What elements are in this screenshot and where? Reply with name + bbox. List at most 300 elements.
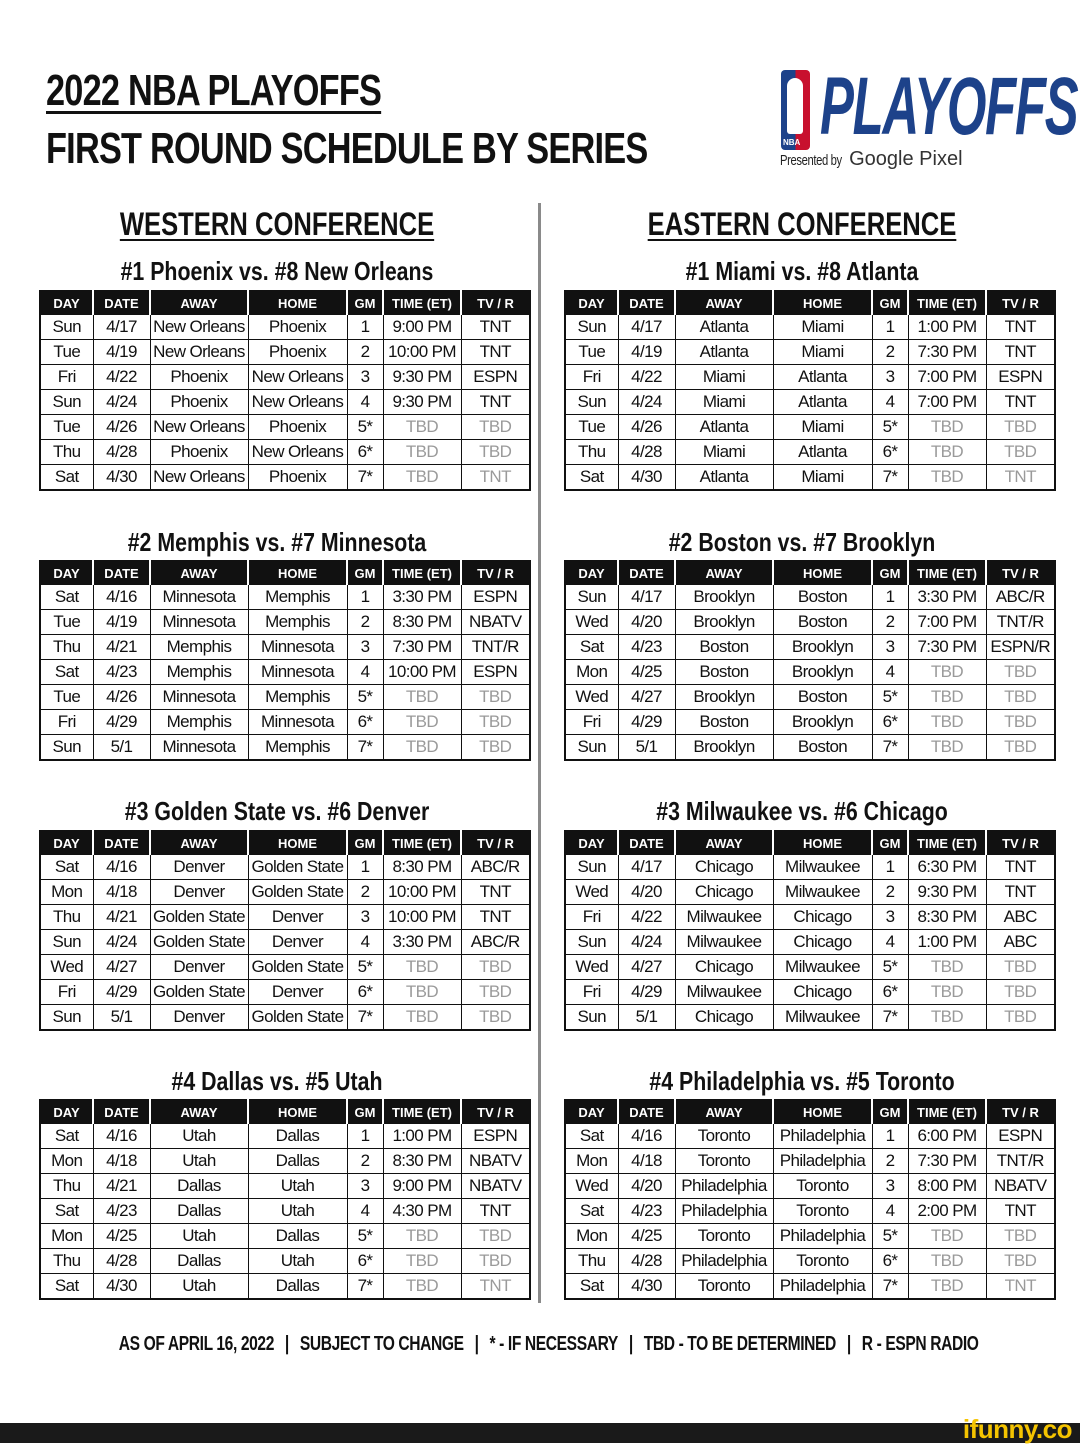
table-header-row: [40, 831, 530, 855]
cell-day: Tue: [40, 340, 93, 365]
table-row: [565, 1124, 1055, 1149]
cell-date: 4/27: [618, 955, 675, 980]
cell-home: Brooklyn: [773, 710, 872, 735]
table-row: [40, 855, 530, 880]
cell-game: 4: [872, 930, 908, 955]
cell-away: New Orleans: [150, 340, 248, 365]
cell-time: 10:00 PM: [383, 880, 461, 905]
cell-day: Tue: [40, 610, 93, 635]
cell-away: Milwaukee: [675, 980, 773, 1005]
cell-tv: TNT: [461, 880, 530, 905]
cell-game: 1: [347, 315, 383, 340]
cell-game: 7*: [347, 465, 383, 491]
series-title: #3 Golden State vs. #6 Denver: [124, 796, 430, 826]
cell-time: 4:30 PM: [383, 1199, 461, 1224]
column-header-away: AWAY: [675, 831, 773, 855]
table-row: [40, 660, 530, 685]
column-header-home: HOME: [773, 291, 872, 315]
column-header-home: HOME: [773, 831, 872, 855]
cell-game: 3: [872, 905, 908, 930]
cell-day: Sat: [40, 1124, 93, 1149]
column-header-date: DATE: [618, 291, 675, 315]
cell-date: 4/21: [93, 1174, 150, 1199]
cell-away: Brooklyn: [675, 585, 773, 610]
table-row: [40, 415, 530, 440]
cell-date: 4/28: [93, 1249, 150, 1274]
column-header-tv: TV / R: [461, 1100, 530, 1124]
column-header-game: GM: [347, 831, 383, 855]
cell-game: 3: [872, 1174, 908, 1199]
cell-day: Fri: [40, 980, 93, 1005]
cell-away: Atlanta: [675, 415, 773, 440]
table-row: [40, 735, 530, 761]
cell-game: 6*: [347, 710, 383, 735]
series-schedule-table: [564, 830, 1056, 1031]
cell-away: Miami: [675, 365, 773, 390]
page-subtitle: FIRST ROUND SCHEDULE BY SERIES: [46, 124, 648, 173]
cell-date: 4/27: [93, 955, 150, 980]
cell-away: Denver: [150, 880, 248, 905]
cell-away: Brooklyn: [675, 735, 773, 761]
cell-away: Atlanta: [675, 340, 773, 365]
cell-time: TBD: [908, 465, 986, 491]
cell-tv: TBD: [986, 735, 1055, 761]
cell-time: 1:00 PM: [908, 315, 986, 340]
cell-home: Denver: [248, 980, 347, 1005]
table-row: [40, 315, 530, 340]
column-header-day: DAY: [565, 1100, 618, 1124]
cell-date: 4/21: [93, 905, 150, 930]
cell-home: Utah: [248, 1249, 347, 1274]
series-title: #1 Miami vs. #8 Atlanta: [685, 256, 919, 286]
cell-day: Fri: [565, 905, 618, 930]
cell-game: 7*: [347, 1274, 383, 1300]
cell-date: 5/1: [93, 1005, 150, 1031]
cell-day: Tue: [40, 685, 93, 710]
cell-game: 2: [872, 1149, 908, 1174]
cell-away: Memphis: [150, 635, 248, 660]
column-header-day: DAY: [565, 831, 618, 855]
cell-game: 2: [347, 880, 383, 905]
cell-time: 10:00 PM: [383, 340, 461, 365]
cell-day: Sat: [40, 585, 93, 610]
cell-day: Thu: [40, 635, 93, 660]
cell-time: 3:30 PM: [908, 585, 986, 610]
cell-day: Sun: [565, 1005, 618, 1031]
column-header-time: TIME (ET): [908, 291, 986, 315]
cell-time: 7:00 PM: [908, 610, 986, 635]
cell-time: 10:00 PM: [383, 660, 461, 685]
cell-tv: TNT: [986, 465, 1055, 491]
footer-subject-to-change: SUBJECT TO CHANGE: [299, 1333, 464, 1355]
cell-away: Boston: [675, 635, 773, 660]
cell-date: 4/23: [93, 1199, 150, 1224]
cell-away: Atlanta: [675, 465, 773, 491]
cell-home: Phoenix: [248, 315, 347, 340]
cell-game: 3: [872, 365, 908, 390]
series-schedule-table: [39, 290, 531, 491]
cell-away: Brooklyn: [675, 685, 773, 710]
cell-date: 4/23: [93, 660, 150, 685]
table-row: [40, 1224, 530, 1249]
nba-logo-icon: NBA: [781, 70, 810, 150]
series-schedule-table: [564, 290, 1056, 491]
cell-date: 4/26: [93, 415, 150, 440]
cell-away: New Orleans: [150, 465, 248, 491]
table-row: [565, 1249, 1055, 1274]
cell-home: Dallas: [248, 1149, 347, 1174]
cell-day: Thu: [565, 1249, 618, 1274]
cell-day: Sun: [565, 585, 618, 610]
table-row: [565, 315, 1055, 340]
series-title: #1 Phoenix vs. #8 New Orleans: [120, 256, 434, 286]
cell-day: Mon: [40, 880, 93, 905]
table-row: [565, 340, 1055, 365]
table-header-row: [565, 1100, 1055, 1124]
cell-away: Philadelphia: [675, 1249, 773, 1274]
cell-date: 4/17: [618, 315, 675, 340]
cell-day: Sat: [40, 1199, 93, 1224]
table-row: [40, 390, 530, 415]
cell-time: TBD: [908, 685, 986, 710]
cell-home: Toronto: [773, 1199, 872, 1224]
cell-date: 4/22: [618, 365, 675, 390]
cell-tv: ABC/R: [461, 855, 530, 880]
cell-home: Memphis: [248, 685, 347, 710]
cell-time: 3:30 PM: [383, 585, 461, 610]
cell-day: Sat: [565, 635, 618, 660]
cell-day: Sun: [40, 930, 93, 955]
cell-time: TBD: [908, 1005, 986, 1031]
cell-tv: TBD: [986, 980, 1055, 1005]
cell-home: Milwaukee: [773, 1005, 872, 1031]
cell-game: 5*: [347, 1224, 383, 1249]
cell-date: 4/19: [618, 340, 675, 365]
table-row: [565, 660, 1055, 685]
series-schedule-table: [39, 560, 531, 761]
cell-game: 6*: [872, 1249, 908, 1274]
cell-home: Golden State: [248, 955, 347, 980]
cell-game: 7*: [872, 1005, 908, 1031]
cell-date: 4/28: [618, 440, 675, 465]
column-header-date: DATE: [93, 1100, 150, 1124]
footer-espn-radio: R - ESPN RADIO: [861, 1333, 979, 1355]
table-row: [565, 1199, 1055, 1224]
column-header-away: AWAY: [150, 561, 248, 585]
cell-tv: TNT: [986, 855, 1055, 880]
cell-date: 4/29: [93, 980, 150, 1005]
table-row: [40, 1274, 530, 1300]
cell-home: Atlanta: [773, 365, 872, 390]
cell-game: 1: [347, 855, 383, 880]
cell-home: Milwaukee: [773, 855, 872, 880]
cell-day: Wed: [565, 880, 618, 905]
table-row: [565, 1005, 1055, 1031]
column-header-time: TIME (ET): [383, 291, 461, 315]
cell-game: 7*: [872, 1274, 908, 1300]
cell-day: Sat: [565, 1124, 618, 1149]
cell-tv: TNT: [986, 1274, 1055, 1300]
cell-tv: ESPN: [461, 1124, 530, 1149]
cell-tv: ABC: [986, 905, 1055, 930]
cell-away: New Orleans: [150, 415, 248, 440]
cell-game: 6*: [347, 440, 383, 465]
column-header-time: TIME (ET): [908, 561, 986, 585]
cell-game: 3: [347, 635, 383, 660]
cell-day: Sun: [40, 735, 93, 761]
cell-tv: ESPN: [461, 585, 530, 610]
column-header-time: TIME (ET): [383, 1100, 461, 1124]
cell-date: 5/1: [618, 735, 675, 761]
cell-away: Chicago: [675, 955, 773, 980]
cell-time: TBD: [383, 465, 461, 491]
column-header-home: HOME: [248, 831, 347, 855]
column-header-time: TIME (ET): [908, 1100, 986, 1124]
cell-away: Chicago: [675, 1005, 773, 1031]
cell-time: 9:30 PM: [383, 390, 461, 415]
cell-home: Phoenix: [248, 415, 347, 440]
cell-game: 7*: [872, 735, 908, 761]
table-row: [40, 1249, 530, 1274]
cell-time: TBD: [908, 735, 986, 761]
cell-tv: ESPN/R: [986, 635, 1055, 660]
cell-home: Phoenix: [248, 465, 347, 491]
cell-date: 4/30: [93, 465, 150, 491]
cell-day: Sun: [40, 1005, 93, 1031]
cell-date: 4/23: [618, 1199, 675, 1224]
cell-home: New Orleans: [248, 365, 347, 390]
cell-away: Boston: [675, 660, 773, 685]
cell-home: Chicago: [773, 905, 872, 930]
footer-tbd: TBD - TO BE DETERMINED: [643, 1333, 836, 1355]
cell-game: 6*: [347, 980, 383, 1005]
cell-tv: TBD: [986, 415, 1055, 440]
cell-away: Boston: [675, 710, 773, 735]
cell-tv: NBATV: [986, 1174, 1055, 1199]
cell-game: 3: [872, 635, 908, 660]
cell-day: Fri: [40, 710, 93, 735]
cell-tv: TNT: [986, 880, 1055, 905]
column-header-tv: TV / R: [461, 291, 530, 315]
table-row: [40, 930, 530, 955]
cell-day: Sun: [565, 390, 618, 415]
cell-game: 1: [872, 1124, 908, 1149]
cell-time: 9:30 PM: [383, 365, 461, 390]
column-header-tv: TV / R: [986, 561, 1055, 585]
column-header-home: HOME: [248, 291, 347, 315]
cell-time: TBD: [908, 660, 986, 685]
cell-home: Utah: [248, 1174, 347, 1199]
cell-date: 4/16: [93, 585, 150, 610]
cell-tv: TBD: [461, 685, 530, 710]
cell-tv: TBD: [461, 415, 530, 440]
cell-tv: TNT: [986, 315, 1055, 340]
cell-date: 4/28: [93, 440, 150, 465]
table-row: [565, 440, 1055, 465]
column-header-game: GM: [347, 1100, 383, 1124]
eastern-conference-heading: EASTERN CONFERENCE: [647, 206, 957, 242]
cell-time: TBD: [383, 440, 461, 465]
table-row: [40, 585, 530, 610]
table-row: [40, 1124, 530, 1149]
cell-home: Utah: [248, 1199, 347, 1224]
table-row: [565, 585, 1055, 610]
cell-date: 4/16: [93, 855, 150, 880]
cell-game: 2: [347, 340, 383, 365]
footer-as-of: AS OF APRIL 16, 2022: [118, 1333, 275, 1355]
cell-home: Chicago: [773, 980, 872, 1005]
table-row: [40, 1174, 530, 1199]
cell-date: 4/20: [618, 1174, 675, 1199]
cell-time: 7:00 PM: [908, 365, 986, 390]
cell-home: Memphis: [248, 585, 347, 610]
cell-game: 1: [872, 585, 908, 610]
cell-game: 2: [872, 880, 908, 905]
cell-date: 4/26: [618, 415, 675, 440]
cell-game: 4: [347, 1199, 383, 1224]
cell-day: Sat: [40, 855, 93, 880]
cell-time: TBD: [383, 1224, 461, 1249]
cell-time: 3:30 PM: [383, 930, 461, 955]
cell-home: Atlanta: [773, 390, 872, 415]
cell-time: 7:30 PM: [908, 340, 986, 365]
cell-away: Golden State: [150, 930, 248, 955]
table-row: [565, 1174, 1055, 1199]
cell-day: Wed: [40, 955, 93, 980]
column-header-game: GM: [872, 561, 908, 585]
cell-tv: TNT: [461, 315, 530, 340]
cell-date: 4/25: [93, 1224, 150, 1249]
cell-home: Milwaukee: [773, 955, 872, 980]
cell-day: Sun: [565, 735, 618, 761]
table-row: [40, 880, 530, 905]
table-row: [40, 465, 530, 491]
cell-day: Tue: [565, 340, 618, 365]
cell-game: 5*: [347, 685, 383, 710]
cell-game: 4: [347, 930, 383, 955]
cell-date: 4/24: [618, 930, 675, 955]
table-row: [40, 610, 530, 635]
cell-tv: ABC: [986, 930, 1055, 955]
cell-game: 4: [347, 390, 383, 415]
cell-time: TBD: [908, 1249, 986, 1274]
cell-home: Dallas: [248, 1274, 347, 1300]
cell-date: 4/22: [618, 905, 675, 930]
table-row: [565, 390, 1055, 415]
cell-tv: TNT/R: [986, 1149, 1055, 1174]
table-row: [40, 685, 530, 710]
cell-time: 10:00 PM: [383, 905, 461, 930]
table-row: [40, 710, 530, 735]
playoffs-wordmark: PLAYOFFS: [820, 61, 1078, 152]
cell-game: 1: [872, 855, 908, 880]
column-header-away: AWAY: [150, 1100, 248, 1124]
cell-time: TBD: [383, 735, 461, 761]
cell-home: New Orleans: [248, 440, 347, 465]
table-row: [565, 980, 1055, 1005]
cell-tv: TBD: [461, 1249, 530, 1274]
cell-tv: TBD: [986, 685, 1055, 710]
cell-away: Minnesota: [150, 610, 248, 635]
series-schedule-table: [564, 1099, 1056, 1300]
cell-home: Philadelphia: [773, 1124, 872, 1149]
cell-away: Chicago: [675, 855, 773, 880]
column-header-home: HOME: [248, 1100, 347, 1124]
cell-day: Sun: [565, 930, 618, 955]
cell-home: Golden State: [248, 1005, 347, 1031]
cell-game: 2: [347, 610, 383, 635]
table-row: [40, 905, 530, 930]
page-title: 2022 NBA PLAYOFFS: [46, 66, 382, 115]
cell-away: Memphis: [150, 660, 248, 685]
cell-time: TBD: [908, 1224, 986, 1249]
cell-time: TBD: [383, 1005, 461, 1031]
cell-away: Phoenix: [150, 390, 248, 415]
table-header-row: [565, 561, 1055, 585]
cell-day: Wed: [565, 685, 618, 710]
cell-day: Tue: [40, 415, 93, 440]
cell-tv: TNT: [461, 465, 530, 491]
cell-game: 1: [872, 315, 908, 340]
cell-date: 4/30: [93, 1274, 150, 1300]
cell-home: Memphis: [248, 735, 347, 761]
cell-tv: TNT: [461, 1199, 530, 1224]
cell-time: TBD: [908, 1274, 986, 1300]
cell-game: 4: [872, 660, 908, 685]
cell-time: 7:30 PM: [908, 1149, 986, 1174]
cell-tv: TBD: [986, 660, 1055, 685]
cell-away: Milwaukee: [675, 930, 773, 955]
cell-away: Utah: [150, 1224, 248, 1249]
cell-tv: TBD: [461, 1005, 530, 1031]
column-header-home: HOME: [773, 561, 872, 585]
column-header-game: GM: [872, 831, 908, 855]
series-title: #4 Dallas vs. #5 Utah: [171, 1066, 383, 1096]
cell-home: Golden State: [248, 880, 347, 905]
footer-if-necessary: * - IF NECESSARY: [489, 1333, 618, 1355]
footer-notes: AS OF APRIL 16, 2022 | SUBJECT TO CHANGE | * - IF NECESSARY | TBD - TO BE DETERMINED | R - ESPN RADIO: [118, 1333, 979, 1355]
cell-home: Phoenix: [248, 340, 347, 365]
cell-game: 6*: [872, 440, 908, 465]
column-header-time: TIME (ET): [908, 831, 986, 855]
cell-home: Boston: [773, 735, 872, 761]
cell-tv: TBD: [986, 955, 1055, 980]
cell-home: Brooklyn: [773, 635, 872, 660]
cell-game: 5*: [872, 415, 908, 440]
cell-time: TBD: [908, 710, 986, 735]
cell-day: Mon: [40, 1224, 93, 1249]
cell-day: Wed: [565, 955, 618, 980]
cell-game: 3: [347, 365, 383, 390]
cell-date: 4/24: [618, 390, 675, 415]
column-header-game: GM: [347, 291, 383, 315]
cell-tv: ABC/R: [461, 930, 530, 955]
column-header-game: GM: [347, 561, 383, 585]
cell-day: Sun: [40, 390, 93, 415]
cell-time: 9:30 PM: [908, 880, 986, 905]
cell-time: 8:30 PM: [383, 1149, 461, 1174]
cell-game: 6*: [347, 1249, 383, 1274]
cell-tv: TBD: [986, 710, 1055, 735]
cell-time: 2:00 PM: [908, 1199, 986, 1224]
cell-home: Toronto: [773, 1249, 872, 1274]
cell-home: Minnesota: [248, 710, 347, 735]
presented-by: [780, 148, 963, 171]
cell-tv: TNT: [461, 905, 530, 930]
table-row: [565, 955, 1055, 980]
cell-home: Miami: [773, 415, 872, 440]
cell-away: Golden State: [150, 905, 248, 930]
